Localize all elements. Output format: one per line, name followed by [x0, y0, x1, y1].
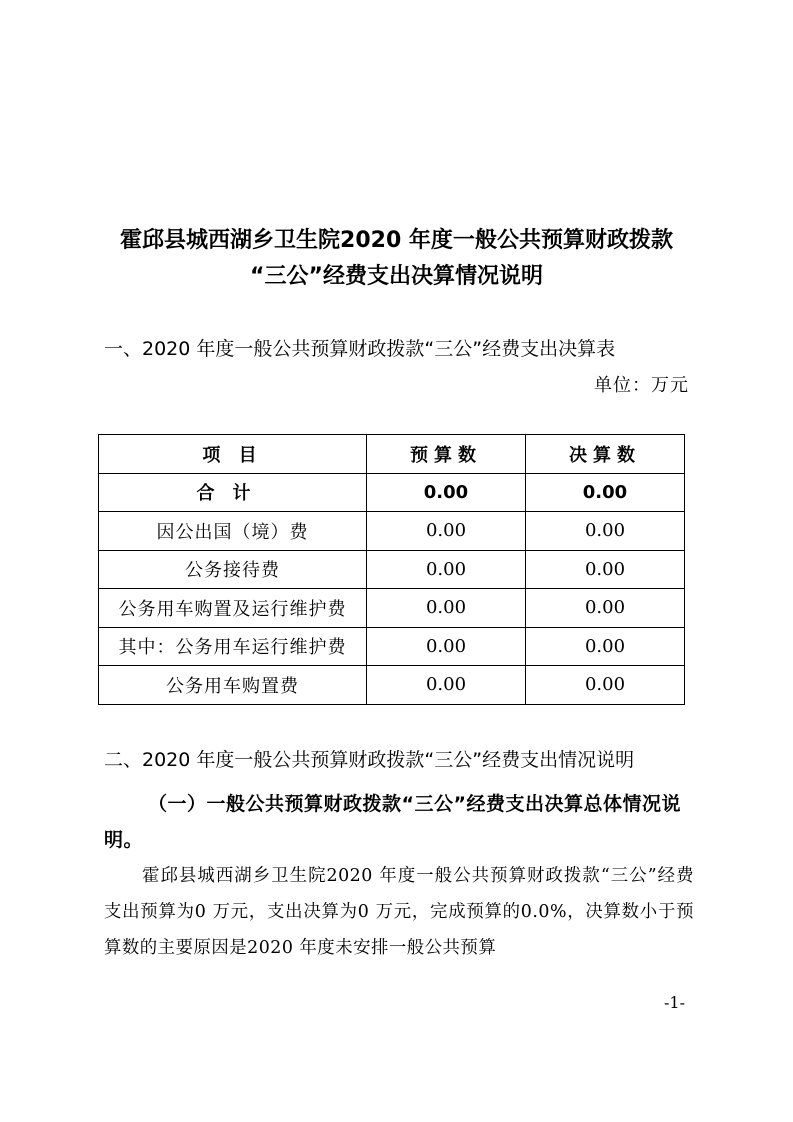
table-row	[99, 627, 685, 666]
row-item: 公务用车购置及运行维护费	[99, 589, 367, 628]
row-item: 因公出国（境）费	[99, 512, 367, 551]
row-final: 0.00	[526, 627, 685, 666]
subsection-heading: （一）一般公共预算财政拨款“三公”经费支出决算总体情况说明。	[104, 793, 681, 851]
row-final: 0.00	[526, 550, 685, 589]
table-row	[99, 512, 685, 551]
row-budget: 0.00	[367, 627, 526, 666]
unit-label: 单位：万元	[594, 375, 689, 396]
table-row	[99, 589, 685, 628]
three-public-expenses-table	[98, 434, 685, 705]
document-title-line-2: “三公”经费支出决算情况说明	[250, 264, 543, 289]
row-item: 合计	[99, 473, 367, 512]
row-final: 0.00	[526, 512, 685, 551]
row-item: 其中：公务用车运行维护费	[99, 627, 367, 666]
row-item: 公务用车购置费	[99, 666, 367, 705]
row-budget: 0.00	[367, 473, 526, 512]
row-item: 公务接待费	[99, 550, 367, 589]
section-2-heading: 二、2020 年度一般公共预算财政拨款“三公”经费支出情况说明	[104, 749, 635, 771]
table-row	[99, 666, 685, 705]
row-final: 0.00	[526, 589, 685, 628]
row-budget: 0.00	[367, 589, 526, 628]
document-title-line-1: 霍邱县城西湖乡卫生院2020 年度一般公共预算财政拨款	[120, 228, 673, 253]
body-paragraph: 霍邱县城西湖乡卫生院2020 年度一般公共预算财政拨款“三公”经费支出预算为0 万元，支出决算为0 万元，完成预算的0.0%，决算数小于预算数的主要原因是2020 年度未安排一般公共预算	[104, 866, 694, 958]
row-budget: 0.00	[367, 550, 526, 589]
header-item: 项 目	[99, 435, 367, 474]
row-budget: 0.00	[367, 666, 526, 705]
table-row-total	[99, 473, 685, 512]
page-number: -1-	[664, 993, 685, 1012]
row-budget: 0.00	[367, 512, 526, 551]
row-final: 0.00	[526, 473, 685, 512]
header-final: 决算数	[526, 435, 685, 474]
table-row	[99, 550, 685, 589]
header-budget: 预算数	[367, 435, 526, 474]
row-final: 0.00	[526, 666, 685, 705]
section-1-heading: 一、2020 年度一般公共预算财政拨款“三公”经费支出决算表	[104, 338, 616, 360]
table-header-row	[99, 435, 685, 474]
